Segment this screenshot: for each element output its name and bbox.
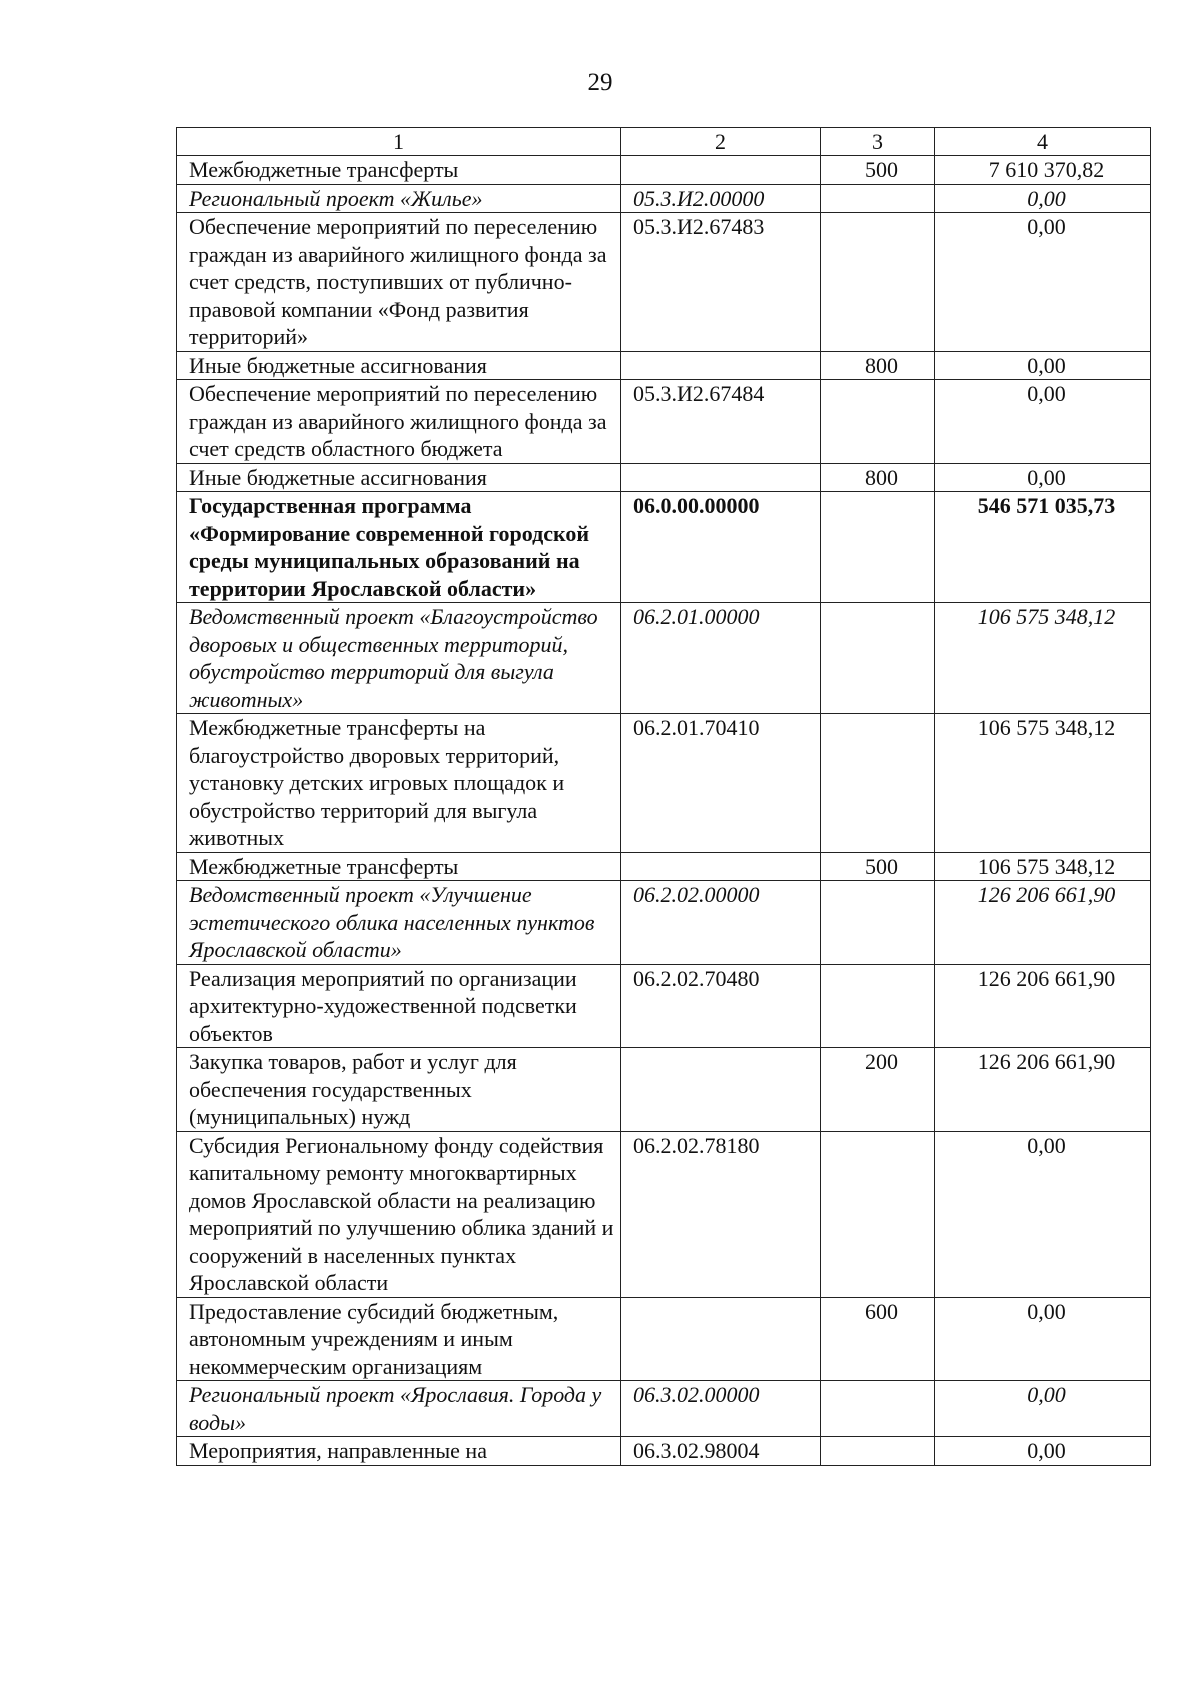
row-name-cell: Предоставление субсидий бюджетным, автономным учреждениям и иным некоммерческим организациям bbox=[177, 1297, 621, 1381]
row-sum-cell: 0,00 bbox=[935, 1131, 1151, 1297]
row-sum-cell: 126 206 661,90 bbox=[935, 964, 1151, 1048]
row-name-cell: Обеспечение мероприятий по переселению граждан из аварийного жилищного фонда за счет средств, поступивших от публично-правовой компании «Фонд развития территорий» bbox=[177, 213, 621, 352]
row-name-cell: Субсидия Региональному фонду содействия капитальному ремонту многоквартирных домов Ярославской области на реализацию мероприятий по улучшению облика зданий и сооружений в населенных пунктах Ярославской области bbox=[177, 1131, 621, 1297]
header-col-1: 1 bbox=[177, 128, 621, 156]
table-row bbox=[177, 351, 1151, 380]
row-code-cell: 06.3.02.00000 bbox=[621, 1381, 821, 1437]
row-name-cell: Региональный проект «Ярославия. Города у воды» bbox=[177, 1381, 621, 1437]
row-group-cell bbox=[821, 1437, 935, 1466]
row-code-cell bbox=[621, 1297, 821, 1381]
table-row bbox=[177, 881, 1151, 965]
row-code-cell bbox=[621, 156, 821, 185]
row-code-cell: 06.0.00.00000 bbox=[621, 492, 821, 603]
row-group-cell bbox=[821, 380, 935, 464]
row-group-cell: 200 bbox=[821, 1048, 935, 1132]
row-group-cell: 800 bbox=[821, 351, 935, 380]
row-code-cell: 06.2.01.70410 bbox=[621, 714, 821, 853]
row-name-cell: Иные бюджетные ассигнования bbox=[177, 351, 621, 380]
row-sum-cell: 106 575 348,12 bbox=[935, 603, 1151, 714]
table-row bbox=[177, 380, 1151, 464]
table-row bbox=[177, 213, 1151, 352]
header-col-4: 4 bbox=[935, 128, 1151, 156]
row-code-cell bbox=[621, 351, 821, 380]
table-row bbox=[177, 714, 1151, 853]
row-group-cell bbox=[821, 213, 935, 352]
row-name-cell: Региональный проект «Жилье» bbox=[177, 184, 621, 213]
row-name-cell: Межбюджетные трансферты на благоустройство дворовых территорий, установку детских игровых площадок и обустройство территорий для выгула животных bbox=[177, 714, 621, 853]
table-row bbox=[177, 1437, 1151, 1466]
budget-table bbox=[176, 127, 1151, 1466]
row-name-cell: Реализация мероприятий по организации архитектурно-художественной подсветки объектов bbox=[177, 964, 621, 1048]
row-code-cell: 05.3.И2.00000 bbox=[621, 184, 821, 213]
row-name-cell: Иные бюджетные ассигнования bbox=[177, 463, 621, 492]
row-name-cell: Государственная программа «Формирование современной городской среды муниципальных образований на территории Ярославской области» bbox=[177, 492, 621, 603]
row-group-cell: 500 bbox=[821, 156, 935, 185]
row-code-cell: 06.2.02.00000 bbox=[621, 881, 821, 965]
row-group-cell bbox=[821, 603, 935, 714]
row-group-cell: 600 bbox=[821, 1297, 935, 1381]
row-sum-cell: 126 206 661,90 bbox=[935, 881, 1151, 965]
row-group-cell bbox=[821, 1381, 935, 1437]
table-row bbox=[177, 463, 1151, 492]
header-col-3: 3 bbox=[821, 128, 935, 156]
table-row bbox=[177, 1381, 1151, 1437]
row-code-cell: 05.3.И2.67484 bbox=[621, 380, 821, 464]
row-group-cell bbox=[821, 964, 935, 1048]
row-name-cell: Обеспечение мероприятий по переселению граждан из аварийного жилищного фонда за счет средств областного бюджета bbox=[177, 380, 621, 464]
row-code-cell bbox=[621, 852, 821, 881]
header-row bbox=[177, 128, 1151, 156]
row-code-cell: 06.3.02.98004 bbox=[621, 1437, 821, 1466]
table-row bbox=[177, 964, 1151, 1048]
row-code-cell bbox=[621, 1048, 821, 1132]
row-sum-cell: 546 571 035,73 bbox=[935, 492, 1151, 603]
row-group-cell: 500 bbox=[821, 852, 935, 881]
row-name-cell: Межбюджетные трансферты bbox=[177, 156, 621, 185]
row-sum-cell: 0,00 bbox=[935, 351, 1151, 380]
row-code-cell: 06.2.02.78180 bbox=[621, 1131, 821, 1297]
row-group-cell bbox=[821, 184, 935, 213]
table-row bbox=[177, 1297, 1151, 1381]
row-code-cell: 06.2.02.70480 bbox=[621, 964, 821, 1048]
table-row bbox=[177, 1131, 1151, 1297]
row-sum-cell: 0,00 bbox=[935, 1437, 1151, 1466]
table-row bbox=[177, 156, 1151, 185]
header-col-2: 2 bbox=[621, 128, 821, 156]
row-sum-cell: 0,00 bbox=[935, 1381, 1151, 1437]
row-name-cell: Мероприятия, направленные на bbox=[177, 1437, 621, 1466]
table-row bbox=[177, 603, 1151, 714]
row-sum-cell: 106 575 348,12 bbox=[935, 852, 1151, 881]
table-row bbox=[177, 852, 1151, 881]
row-code-cell: 06.2.01.00000 bbox=[621, 603, 821, 714]
row-group-cell: 800 bbox=[821, 463, 935, 492]
table-row bbox=[177, 1048, 1151, 1132]
page-number: 29 bbox=[587, 69, 613, 96]
row-sum-cell: 126 206 661,90 bbox=[935, 1048, 1151, 1132]
row-code-cell: 05.3.И2.67483 bbox=[621, 213, 821, 352]
row-code-cell bbox=[621, 463, 821, 492]
row-sum-cell: 0,00 bbox=[935, 184, 1151, 213]
row-name-cell: Ведомственный проект «Улучшение эстетического облика населенных пунктов Ярославской области» bbox=[177, 881, 621, 965]
row-sum-cell: 106 575 348,12 bbox=[935, 714, 1151, 853]
row-name-cell: Ведомственный проект «Благоустройство дворовых и общественных территорий, обустройство территорий для выгула животных» bbox=[177, 603, 621, 714]
row-sum-cell: 0,00 bbox=[935, 213, 1151, 352]
table-row bbox=[177, 492, 1151, 603]
row-group-cell bbox=[821, 714, 935, 853]
row-sum-cell: 0,00 bbox=[935, 1297, 1151, 1381]
row-group-cell bbox=[821, 1131, 935, 1297]
table-row bbox=[177, 184, 1151, 213]
row-sum-cell: 0,00 bbox=[935, 380, 1151, 464]
row-sum-cell: 7 610 370,82 bbox=[935, 156, 1151, 185]
row-group-cell bbox=[821, 881, 935, 965]
row-name-cell: Закупка товаров, работ и услуг для обеспечения государственных (муниципальных) нужд bbox=[177, 1048, 621, 1132]
row-name-cell: Межбюджетные трансферты bbox=[177, 852, 621, 881]
row-group-cell bbox=[821, 492, 935, 603]
row-sum-cell: 0,00 bbox=[935, 463, 1151, 492]
